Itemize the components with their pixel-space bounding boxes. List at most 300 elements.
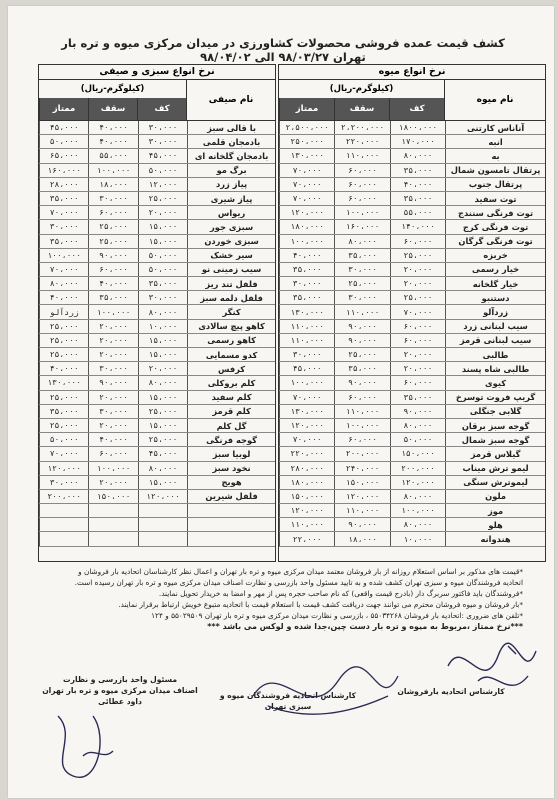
high-price-cell: ۲۴۰،۰۰۰: [334, 462, 389, 475]
vegetable-premium-price-header: ممتاز: [39, 98, 88, 120]
table-row: [279, 263, 545, 277]
item-name-cell: گوجه فرنگی: [187, 433, 275, 446]
premium-price-cell: ۲۵،۰۰۰: [39, 320, 88, 333]
low-price-cell: ۸۰،۰۰۰: [390, 419, 445, 432]
vegetable-high-price-header: سقف: [88, 98, 137, 120]
table-row: [39, 135, 275, 149]
item-name-cell: کاهو رسمی: [187, 334, 275, 347]
table-row: [39, 220, 275, 234]
item-name-cell: سیب لبنانی قرمز: [445, 334, 545, 347]
table-row: [39, 178, 275, 192]
item-name-cell: فلفل تند ریز: [187, 277, 275, 290]
item-name-cell: هویج: [187, 476, 275, 489]
premium-price-cell: ۳۰،۰۰۰: [39, 476, 88, 489]
premium-price-cell: ۸۰،۰۰۰: [39, 277, 88, 290]
item-name-cell: طالبی شاه پسند: [445, 362, 545, 375]
table-row: [279, 462, 545, 476]
high-price-cell: ۹۰،۰۰۰: [88, 249, 137, 262]
item-name-cell: کرفس: [187, 362, 275, 375]
item-name-cell: گوجه سبز برقان: [445, 419, 545, 432]
table-row: [39, 206, 275, 220]
low-price-cell: ۱۵،۰۰۰: [138, 476, 187, 489]
table-row: [279, 320, 545, 334]
table-row: [279, 220, 545, 234]
low-price-cell: ۶۰،۰۰۰: [390, 376, 445, 389]
premium-price-cell: ۷۰،۰۰۰: [39, 447, 88, 460]
high-price-cell: ۱۰۰،۰۰۰: [334, 419, 389, 432]
premium-price-cell: ۶۵،۰۰۰: [39, 149, 88, 162]
table-row: [39, 405, 275, 419]
item-name-cell: کاهو پیچ سالادی: [187, 320, 275, 333]
vegetable-unit-header: (کیلوگرم-ریال): [39, 80, 186, 99]
high-price-cell: ۱۰۰،۰۰۰: [88, 462, 137, 475]
low-price-cell: ۱۵،۰۰۰: [138, 235, 187, 248]
vegetable-name-column-header: نام صیفی: [186, 80, 275, 120]
item-name-cell: کیوی: [445, 376, 545, 389]
low-price-cell: ۴۵،۰۰۰: [138, 149, 187, 162]
premium-price-cell: ۷۰،۰۰۰: [279, 391, 334, 404]
low-price-cell: ۱۲۰،۰۰۰: [390, 476, 445, 489]
low-price-cell: ۱۰،۰۰۰: [390, 532, 445, 545]
item-name-cell: کلم سفید: [187, 391, 275, 404]
premium-price-cell: ۷۰،۰۰۰: [39, 263, 88, 276]
premium-price-cell: ۱۱۰،۰۰۰: [279, 334, 334, 347]
high-price-cell: ۴۰،۰۰۰: [88, 135, 137, 148]
premium-price-cell: ۵۰،۰۰۰: [39, 433, 88, 446]
high-price-cell: [88, 518, 137, 531]
low-price-cell: [138, 504, 187, 517]
premium-price-cell: ۱۲۰،۰۰۰: [279, 419, 334, 432]
low-price-cell: ۸۰،۰۰۰: [138, 376, 187, 389]
premium-price-cell: [39, 518, 88, 531]
item-name-cell: [187, 518, 275, 531]
premium-price-cell: ۱۰۰،۰۰۰: [39, 249, 88, 262]
signature-subtitle: اصناف میدان مرکزی میوه و تره بار تهران: [42, 686, 198, 695]
item-name-cell: گلابی جنگلی: [445, 405, 545, 418]
item-name-cell: پرتقال جنوب: [445, 178, 545, 191]
fruit-name-column-header: نام میوه: [444, 80, 545, 120]
premium-price-cell: ۴۰،۰۰۰: [279, 249, 334, 262]
high-price-cell: ۱۱۰،۰۰۰: [334, 149, 389, 162]
handwritten-signature-right: [438, 626, 548, 706]
item-name-cell: نخود سبز: [187, 462, 275, 475]
high-price-cell: ۲۰،۰۰۰: [88, 391, 137, 404]
table-row: [39, 433, 275, 447]
premium-price-cell: ۳۰،۰۰۰: [279, 348, 334, 361]
item-name-cell: بادمجان قلمی: [187, 135, 275, 148]
table-row: [39, 447, 275, 461]
fruit-price-table: [278, 64, 546, 562]
low-price-cell: [138, 532, 187, 545]
low-price-cell: ۲۰،۰۰۰: [390, 263, 445, 276]
low-price-cell: ۱۸۰۰،۰۰۰: [390, 121, 445, 134]
table-row: [39, 235, 275, 249]
fruit-table-body: [279, 121, 545, 547]
table-row: [39, 121, 275, 135]
fruit-low-price-header: کف: [389, 98, 444, 120]
high-price-cell: ۳۵،۰۰۰: [334, 362, 389, 375]
low-price-cell: ۲۰۰،۰۰۰: [390, 462, 445, 475]
high-price-cell: ۹۰،۰۰۰: [334, 320, 389, 333]
table-row: [279, 121, 545, 135]
low-price-cell: ۲۰،۰۰۰: [390, 348, 445, 361]
item-name-cell: خیار گلخانه: [445, 277, 545, 290]
low-price-cell: ۱۴۰،۰۰۰: [390, 220, 445, 233]
low-price-cell: ۶۰،۰۰۰: [390, 334, 445, 347]
fruit-section-title: نرخ انواع میوه: [279, 65, 545, 80]
premium-price-cell: ۱۰۰،۰۰۰: [279, 235, 334, 248]
high-price-cell: ۳۵،۰۰۰: [88, 291, 137, 304]
table-row: [39, 419, 275, 433]
premium-price-cell: ۱۱۰،۰۰۰: [279, 518, 334, 531]
table-row: [39, 149, 275, 163]
premium-price-cell: ۲،۵۰۰،۰۰۰: [279, 121, 334, 134]
premium-price-cell: ۳۵،۰۰۰: [39, 192, 88, 205]
item-name-cell: سبزی جور: [187, 220, 275, 233]
high-price-cell: ۱۰۰،۰۰۰: [88, 305, 137, 318]
premium-price-cell: ۱۳۰،۰۰۰: [279, 405, 334, 418]
low-price-cell: [138, 518, 187, 531]
table-row: [279, 419, 545, 433]
table-row: [39, 334, 275, 348]
table-row: [39, 462, 275, 476]
premium-price-cell: ۳۵،۰۰۰: [279, 263, 334, 276]
item-name-cell: کلم قرمز: [187, 405, 275, 418]
high-price-cell: ۳۰،۰۰۰: [334, 291, 389, 304]
note-line: *فروشندگان باید فاکتور سربرگ دار (بادرج قیمت واقعی) که نام صاحب حجره پس از مهر و امضا به خریدار تحویل نمایند.: [158, 589, 523, 598]
premium-price-cell: ۱۲۰،۰۰۰: [279, 504, 334, 517]
item-name-cell: گل کلم: [187, 419, 275, 432]
low-price-cell: ۲۰،۰۰۰: [138, 206, 187, 219]
high-price-cell: ۳۰،۰۰۰: [334, 263, 389, 276]
high-price-cell: ۶۰،۰۰۰: [334, 164, 389, 177]
premium-price-cell: ۱۵۰،۰۰۰: [279, 490, 334, 503]
high-price-cell: ۱۰۰،۰۰۰: [88, 164, 137, 177]
low-price-cell: ۸۰،۰۰۰: [138, 305, 187, 318]
low-price-cell: ۸۰،۰۰۰: [390, 490, 445, 503]
note-line: *تلفن های ضروری :اتحادیه بار فروشان ۵۵۰۳۴۲۶۸ ، بازرسی و نظارت میدان مرکزی میوه و تره بار تهران ۵۵۰۲۹۵۰۹ و ۱۲۴: [151, 611, 523, 620]
vegetable-low-price-header: کف: [137, 98, 186, 120]
table-row: [279, 192, 545, 206]
table-row: [39, 348, 275, 362]
item-name-cell: سیب زمینی نو: [187, 263, 275, 276]
fruit-price-subheaders: [279, 98, 444, 120]
table-row: [279, 149, 545, 163]
high-price-cell: ۶۰،۰۰۰: [334, 178, 389, 191]
signature-title: مسئول واحد بازرسی و نظارت: [62, 675, 178, 684]
high-price-cell: ۲۵،۰۰۰: [88, 235, 137, 248]
item-name-cell: توت فرنگی سنندج: [445, 206, 545, 219]
low-price-cell: ۱۷۰،۰۰۰: [390, 135, 445, 148]
item-name-cell: توت سفید: [445, 192, 545, 205]
item-name-cell: موز: [445, 504, 545, 517]
table-row: [39, 476, 275, 490]
high-price-cell: ۶۰،۰۰۰: [88, 447, 137, 460]
table-row: [39, 249, 275, 263]
low-price-cell: ۱۵۰،۰۰۰: [390, 447, 445, 460]
high-price-cell: ۵۵،۰۰۰: [88, 149, 137, 162]
premium-price-cell: ۲۰۰،۰۰۰: [39, 490, 88, 503]
item-name-cell: گیلاس قرمز: [445, 447, 545, 460]
page-title: کشف قیمت عمده فروشی محصولات کشاورزی در میدان مرکزی میوه و تره بار تهران ۹۸/۰۳/۲۷ الی ۹۸/۰۴/۰۲: [61, 36, 505, 64]
premium-price-cell: ۲۲۰،۰۰۰: [279, 447, 334, 460]
item-name-cell: پرتقال تامسون شمال: [445, 164, 545, 177]
high-price-cell: ۲۰،۰۰۰: [88, 334, 137, 347]
premium-price-cell: ۷۰،۰۰۰: [279, 433, 334, 446]
premium-price-cell: ۲۵،۰۰۰: [39, 391, 88, 404]
low-price-cell: ۱۵،۰۰۰: [138, 348, 187, 361]
table-row: [279, 447, 545, 461]
low-price-cell: ۲۵،۰۰۰: [390, 249, 445, 262]
premium-price-cell: ۱۸۰،۰۰۰: [279, 220, 334, 233]
table-row: [279, 405, 545, 419]
premium-price-cell: ۲۸۰،۰۰۰: [279, 462, 334, 475]
table-row: [279, 433, 545, 447]
item-name-cell: سیر خشک: [187, 249, 275, 262]
note-line: *بار فروشان و میوه فروشان محترم می توانند جهت دریافت کشف قیمت با استعلام قیمت با اتحادیه متبوع خویش ارتباط برقرار نمایند.: [118, 600, 523, 609]
handwritten-signature-center: [238, 646, 408, 726]
item-name-cell: خربزه: [445, 249, 545, 262]
item-name-cell: [187, 532, 275, 545]
premium-price-cell: ۴۰،۰۰۰: [39, 362, 88, 375]
high-price-cell: ۹۰،۰۰۰: [88, 376, 137, 389]
high-price-cell: ۲۵،۰۰۰: [334, 348, 389, 361]
signature-person-name: داود عطائی: [98, 697, 142, 706]
high-price-cell: ۱۶۰،۰۰۰: [334, 220, 389, 233]
note-line: *قیمت های مذکور بر اساس استعلام روزانه از بار فروشان معتمد میدان مرکزی میوه و تره بار تهران و اعمال نظر کارشناسان اتحادیه بار فروشان و: [78, 567, 523, 576]
premium-price-cell: ۴۵،۰۰۰: [39, 121, 88, 134]
premium-price-cell: ۱۲۰،۰۰۰: [39, 462, 88, 475]
vegetable-table-body: [39, 121, 275, 547]
table-row: [39, 490, 275, 504]
item-name-cell: طالبی: [445, 348, 545, 361]
signature-title: کارشناس اتحادیه فروشندگان میوه و سبزی تهران: [219, 691, 357, 711]
vegetable-table-header: [39, 80, 275, 121]
item-name-cell: فلفل دلمه سبز: [187, 291, 275, 304]
item-name-cell: هلو: [445, 518, 545, 531]
premium-price-cell: ۱۳۰،۰۰۰: [39, 376, 88, 389]
table-row: [279, 362, 545, 376]
high-price-cell: ۶۰،۰۰۰: [334, 433, 389, 446]
table-row: [279, 206, 545, 220]
fruit-high-price-header: سقف: [334, 98, 389, 120]
low-price-cell: ۱۲،۰۰۰: [138, 178, 187, 191]
item-name-cell: با قالی سبز: [187, 121, 275, 134]
table-row: [279, 164, 545, 178]
premium-price-cell: ۳۰،۰۰۰: [39, 220, 88, 233]
item-name-cell: فلفل شیرین: [187, 490, 275, 503]
fruit-table-header: [279, 80, 545, 121]
premium-price-cell: ۵۰،۰۰۰: [39, 135, 88, 148]
high-price-cell: ۹۰،۰۰۰: [334, 518, 389, 531]
premium-price-cell: ۲۵،۰۰۰: [39, 419, 88, 432]
item-name-cell: پیاز زرد: [187, 178, 275, 191]
premium-price-cell: ۱۲۰،۰۰۰: [279, 206, 334, 219]
high-price-cell: ۲۵،۰۰۰: [88, 220, 137, 233]
premium-price-cell: ۳۰،۰۰۰: [279, 277, 334, 290]
low-price-cell: ۵۰،۰۰۰: [138, 263, 187, 276]
fruit-premium-price-header: ممتاز: [279, 98, 334, 120]
table-row: [39, 291, 275, 305]
table-row: [279, 334, 545, 348]
note-line: اتحادیه فروشندگان میوه و سبزی تهران کشف شده و به تایید مسئول واحد بازرسی و نظارت اصناف میدان مرکزی میوه و تره بار تهران رسیده است.: [74, 578, 523, 587]
high-price-cell: ۳۰،۰۰۰: [88, 192, 137, 205]
vegetable-price-table: [38, 64, 276, 562]
low-price-cell: ۲۰،۰۰۰: [390, 277, 445, 290]
item-name-cell: توت فرنگی کرج: [445, 220, 545, 233]
low-price-cell: ۱۵،۰۰۰: [138, 334, 187, 347]
item-name-cell: هندوانه: [445, 532, 545, 545]
low-price-cell: ۴۰،۰۰۰: [390, 178, 445, 191]
item-name-cell: زردآلو: [445, 305, 545, 318]
table-row: [279, 291, 545, 305]
item-name-cell: ملون: [445, 490, 545, 503]
low-price-cell: ۲۵،۰۰۰: [390, 291, 445, 304]
high-price-cell: ۶۰،۰۰۰: [88, 263, 137, 276]
low-price-cell: ۱۵،۰۰۰: [138, 419, 187, 432]
premium-price-cell: ۱۳۰،۰۰۰: [279, 305, 334, 318]
high-price-cell: ۲۰،۰۰۰: [88, 320, 137, 333]
table-row: [39, 504, 275, 518]
high-price-cell: ۳۵،۰۰۰: [334, 249, 389, 262]
premium-price-cell: ۳۵،۰۰۰: [39, 405, 88, 418]
high-price-cell: ۸۰،۰۰۰: [334, 235, 389, 248]
high-price-cell: ۱۸،۰۰۰: [88, 178, 137, 191]
low-price-cell: ۲۵،۰۰۰: [138, 433, 187, 446]
item-name-cell: سیب لبنانی زرد: [445, 320, 545, 333]
low-price-cell: ۵۰،۰۰۰: [138, 249, 187, 262]
low-price-cell: ۹۰،۰۰۰: [390, 405, 445, 418]
handwritten-signature-left: [38, 696, 128, 786]
table-row: [279, 178, 545, 192]
high-price-cell: ۲۵،۰۰۰: [334, 277, 389, 290]
high-price-cell: ۴۰،۰۰۰: [88, 433, 137, 446]
premium-price-cell: ۷۰،۰۰۰: [279, 164, 334, 177]
low-price-cell: ۲۰،۰۰۰: [138, 362, 187, 375]
low-price-cell: ۱۵،۰۰۰: [138, 220, 187, 233]
high-price-cell: ۱۱۰،۰۰۰: [334, 305, 389, 318]
low-price-cell: ۷۰،۰۰۰: [390, 305, 445, 318]
low-price-cell: ۶۰،۰۰۰: [390, 235, 445, 248]
low-price-cell: ۸۰،۰۰۰: [390, 149, 445, 162]
table-row: [39, 518, 275, 532]
high-price-cell: ۱۰۰،۰۰۰: [334, 206, 389, 219]
premium-price-cell: [39, 532, 88, 545]
low-price-cell: ۲۵،۰۰۰: [138, 192, 187, 205]
table-row: [279, 376, 545, 390]
high-price-cell: ۴۰،۰۰۰: [88, 277, 137, 290]
low-price-cell: ۳۰،۰۰۰: [138, 121, 187, 134]
high-price-cell: [88, 532, 137, 545]
table-row: [39, 164, 275, 178]
item-name-cell: انبه: [445, 135, 545, 148]
high-price-cell: ۴۰،۰۰۰: [88, 121, 137, 134]
high-price-cell: ۱۱۰،۰۰۰: [334, 405, 389, 418]
high-price-cell: ۱۲۰،۰۰۰: [334, 490, 389, 503]
table-row: [39, 263, 275, 277]
table-row: [279, 348, 545, 362]
table-row: [39, 532, 275, 546]
high-price-cell: ۱۵۰،۰۰۰: [334, 476, 389, 489]
low-price-cell: ۱۵،۰۰۰: [138, 391, 187, 404]
item-name-cell: کنگر: [187, 305, 275, 318]
low-price-cell: ۲۰،۰۰۰: [390, 362, 445, 375]
low-price-cell: ۳۵،۰۰۰: [138, 277, 187, 290]
low-price-cell: ۱۰،۰۰۰: [138, 320, 187, 333]
high-price-cell: ۹۰،۰۰۰: [334, 376, 389, 389]
high-price-cell: ۱۵۰،۰۰۰: [88, 490, 137, 503]
item-name-cell: [187, 504, 275, 517]
low-price-cell: ۵۵،۰۰۰: [390, 206, 445, 219]
premium-price-cell: ۴۰،۰۰۰: [39, 291, 88, 304]
table-row: [279, 518, 545, 532]
high-price-cell: ۶۰،۰۰۰: [334, 192, 389, 205]
high-price-cell: ۲۲۰،۰۰۰: [334, 135, 389, 148]
table-row: [279, 532, 545, 546]
premium-price-cell: ۳۵،۰۰۰: [39, 235, 88, 248]
item-name-cell: دستنبو: [445, 291, 545, 304]
low-price-cell: ۳۰،۰۰۰: [138, 291, 187, 304]
high-price-cell: [88, 504, 137, 517]
high-price-cell: ۲۰،۰۰۰: [88, 348, 137, 361]
item-name-cell: توت فرنگی گرگان: [445, 235, 545, 248]
low-price-cell: ۳۵،۰۰۰: [390, 192, 445, 205]
premium-price-cell: ۲۵،۰۰۰: [39, 334, 88, 347]
premium-price-cell: ۱۶۰،۰۰۰: [39, 164, 88, 177]
low-price-cell: ۴۵،۰۰۰: [138, 447, 187, 460]
fruit-unit-header: (کیلوگرم-ریال): [279, 80, 444, 99]
premium-price-cell: ۲۲،۰۰۰: [279, 532, 334, 545]
item-name-cell: کدو مسمایی: [187, 348, 275, 361]
table-row: [279, 504, 545, 518]
premium-price-cell: ۱۱۰،۰۰۰: [279, 320, 334, 333]
table-row: [39, 376, 275, 390]
high-price-cell: ۲۰۰،۰۰۰: [334, 447, 389, 460]
premium-price-cell: ۷۰،۰۰۰: [279, 178, 334, 191]
low-price-cell: ۵۰،۰۰۰: [138, 164, 187, 177]
premium-price-cell: ۴۵،۰۰۰: [279, 362, 334, 375]
premium-price-cell: ۲۵۰،۰۰۰: [279, 135, 334, 148]
low-price-cell: ۸۰،۰۰۰: [390, 518, 445, 531]
premium-rate-note: ***نرخ ممتاز ،مربوط به میوه و تره بار دست چین،جدا شده و لوکس می باشد ***: [207, 622, 523, 631]
table-row: [279, 235, 545, 249]
table-row: [279, 490, 545, 504]
low-price-cell: ۳۰،۰۰۰: [138, 135, 187, 148]
premium-price-cell: ۷۰،۰۰۰: [279, 192, 334, 205]
table-row: [39, 391, 275, 405]
high-price-cell: ۹۰،۰۰۰: [334, 334, 389, 347]
high-price-cell: ۶۰،۰۰۰: [88, 206, 137, 219]
high-price-cell: ۲،۲۰۰،۰۰۰: [334, 121, 389, 134]
price-sheet-paper: [8, 6, 554, 798]
low-price-cell: ۶۰،۰۰۰: [390, 320, 445, 333]
item-name-cell: کلم بروکلی: [187, 376, 275, 389]
item-name-cell: خیار رسمی: [445, 263, 545, 276]
premium-price-cell: ۳۵،۰۰۰: [279, 291, 334, 304]
item-name-cell: برگ مو: [187, 164, 275, 177]
item-name-cell: لوبیا سبز: [187, 447, 275, 460]
item-name-cell: گریپ فروت توسرخ: [445, 391, 545, 404]
table-row: [39, 192, 275, 206]
low-price-cell: ۳۵،۰۰۰: [390, 391, 445, 404]
high-price-cell: ۲۰،۰۰۰: [88, 476, 137, 489]
item-name-cell: به: [445, 149, 545, 162]
high-price-cell: ۶۰،۰۰۰: [334, 391, 389, 404]
low-price-cell: ۸۰،۰۰۰: [138, 462, 187, 475]
item-name-cell: لیمو ترش میناب: [445, 462, 545, 475]
item-name-cell: سبزی خوردن: [187, 235, 275, 248]
high-price-cell: ۱۱۰،۰۰۰: [334, 504, 389, 517]
